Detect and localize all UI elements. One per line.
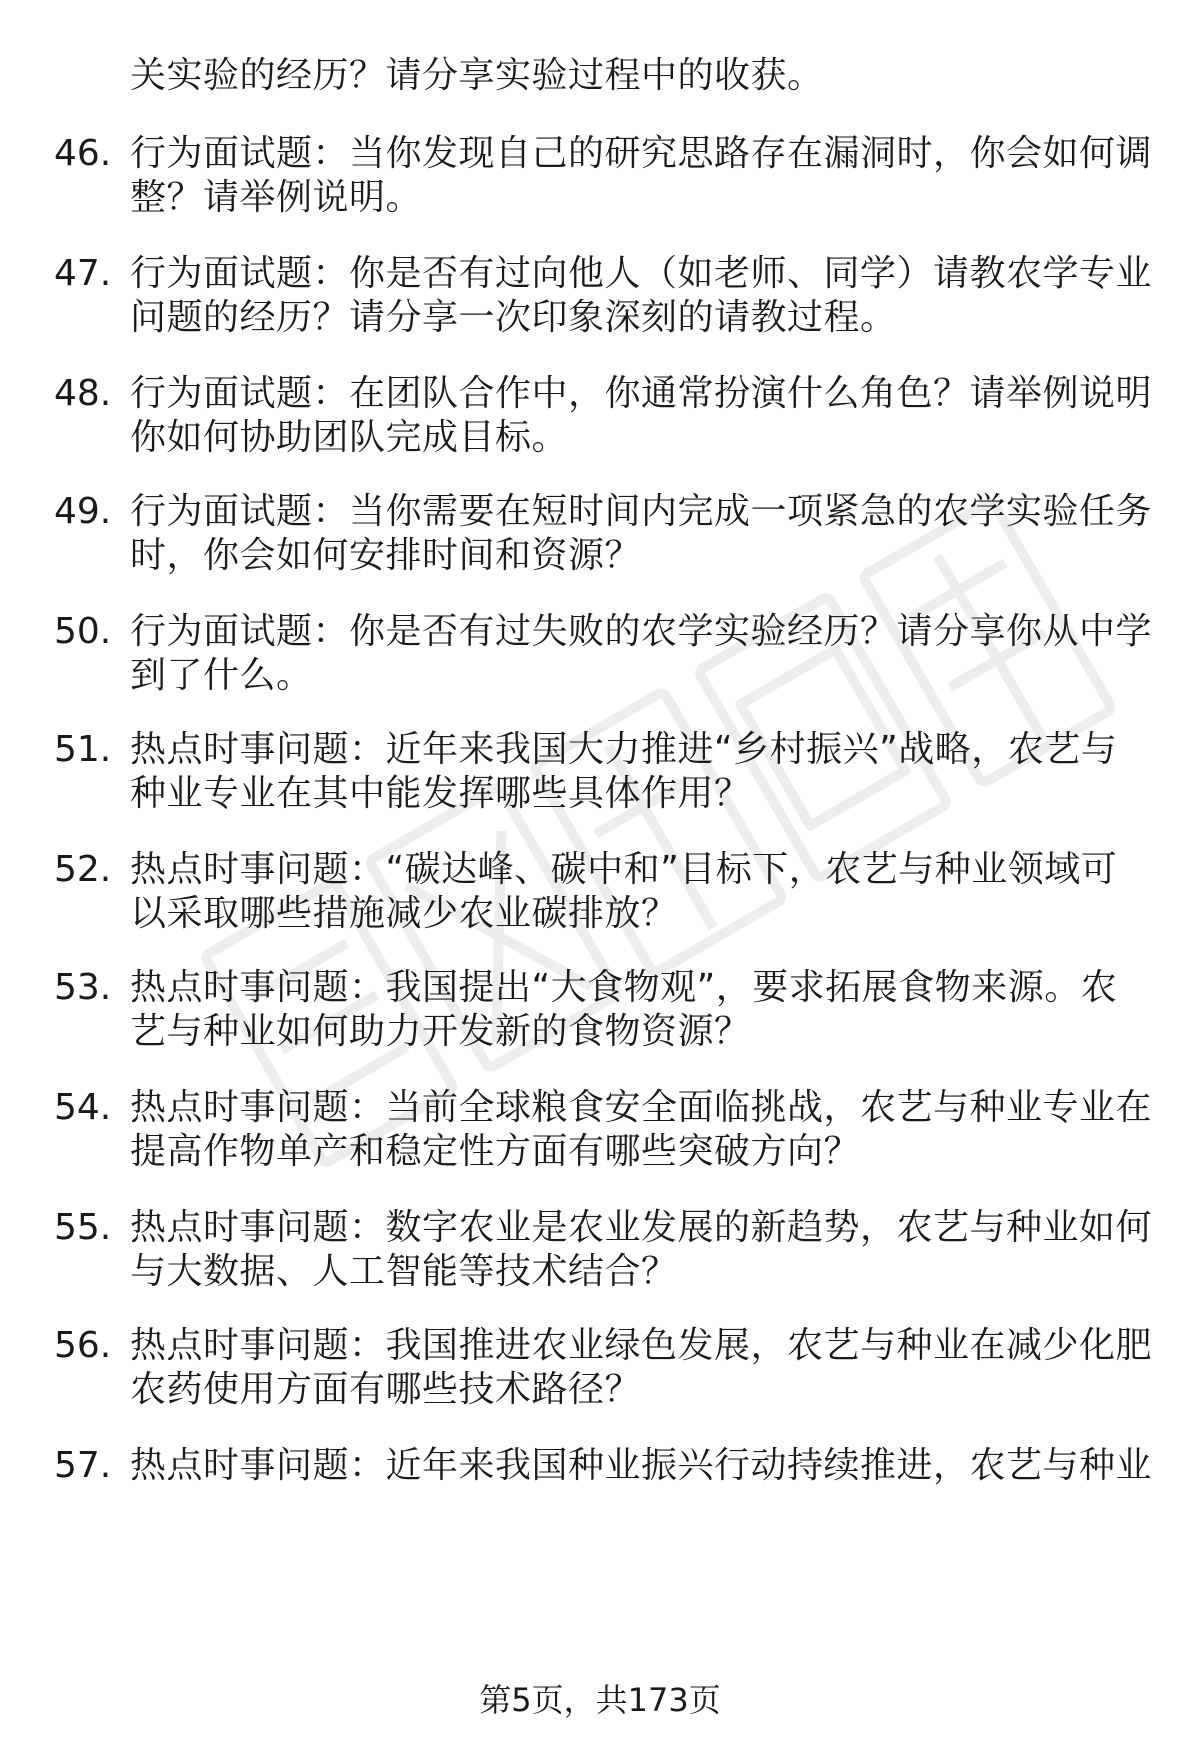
item-text-line: 艺与种业如何助力开发新的食物资源？	[130, 1011, 751, 1052]
item-text-line: 热点时事问题：我国推进农业绿色发展，农艺与种业在减少化肥	[130, 1325, 1153, 1366]
item-text-line: 提高作物单产和稳定性方面有哪些突破方向？	[130, 1131, 861, 1172]
item-text-line: 热点时事问题：近年来我国大力推进“乡村振兴”战略，农艺与	[130, 729, 1118, 770]
item-text-line: 行为面试题：当你需要在短时间内完成一项紧急的农学实验任务	[130, 491, 1153, 532]
item-text-line: 热点时事问题：近年来我国种业振兴行动持续推进，农艺与种业	[130, 1445, 1153, 1486]
item-text-line: 与大数据、人工智能等技术结合？	[130, 1251, 678, 1292]
item-number: 51.	[54, 729, 112, 770]
item-number: 46.	[54, 133, 112, 174]
item-text-line: 行为面试题：你是否有过向他人（如老师、同学）请教农学专业	[130, 253, 1153, 294]
item-text-line: 行为面试题：在团队合作中，你通常扮演什么角色？请举例说明	[130, 373, 1153, 414]
item-text-line: 行为面试题：你是否有过失败的农学实验经历？请分享你从中学	[130, 611, 1153, 652]
item-text-line: 你如何协助团队完成目标。	[130, 417, 569, 458]
item-text-line: 到了什么。	[130, 655, 313, 696]
item-text-line: 行为面试题：当你发现自己的研究思路存在漏洞时，你会如何调	[130, 133, 1153, 174]
item-text-line: 以采取哪些措施减少农业碳排放？	[130, 893, 678, 934]
item-number: 49.	[54, 491, 112, 532]
item-number: 55.	[54, 1207, 112, 1248]
item-text-line: 热点时事问题：我国提出“大食物观”，要求拓展食物来源。农	[130, 967, 1118, 1008]
item-number: 53.	[54, 967, 112, 1008]
item-number: 54.	[54, 1087, 112, 1128]
item-text-line: 农药使用方面有哪些技术路径？	[130, 1369, 642, 1410]
item-number: 56.	[54, 1325, 112, 1366]
item-text-line: 热点时事问题：当前全球粮食安全面临挑战，农艺与种业专业在	[130, 1087, 1153, 1128]
item-number: 57.	[54, 1445, 112, 1486]
item-number: 48.	[54, 373, 112, 414]
item-text-line: 热点时事问题：“碳达峰、碳中和”目标下，农艺与种业领域可	[130, 849, 1118, 890]
item-text-line: 热点时事问题：数字农业是农业发展的新趋势，农艺与种业如何	[130, 1207, 1153, 1248]
item-number: 52.	[54, 849, 112, 890]
item-text-line: 问题的经历？请分享一次印象深刻的请教过程。	[130, 297, 897, 338]
item-number: 50.	[54, 611, 112, 652]
continuation-text: 关实验的经历？请分享实验过程中的收获。	[130, 55, 824, 96]
item-number: 47.	[54, 253, 112, 294]
item-text-line: 时，你会如何安排时间和资源？	[130, 535, 642, 576]
page-footer: 第5页，共173页	[479, 1681, 721, 1719]
item-text-line: 整？请举例说明。	[130, 177, 423, 218]
item-text-line: 种业专业在其中能发挥哪些具体作用？	[130, 773, 751, 814]
